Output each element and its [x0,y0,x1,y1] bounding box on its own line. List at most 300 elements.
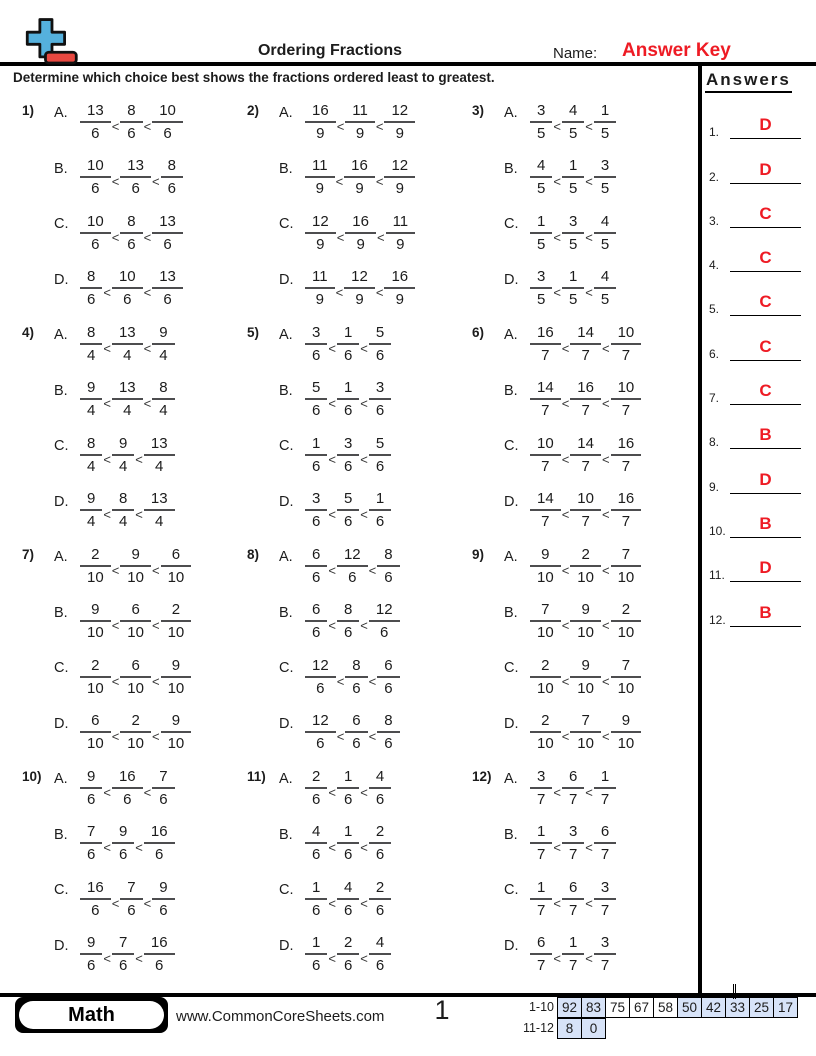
fraction-denominator: 4 [87,346,96,364]
fraction-denominator: 6 [131,180,140,197]
fraction [112,435,134,476]
choice-letter: C. [504,660,519,676]
fraction-numerator: 12 [305,712,336,733]
fraction-denominator: 7 [621,402,631,419]
fraction [562,268,584,309]
less-than-icon: < [103,951,111,966]
fraction-numerator: 10 [530,435,561,456]
answers-separator-line [698,66,702,993]
fraction [530,601,561,642]
fraction-numerator: 7 [80,823,102,844]
fraction-numerator: 4 [530,157,552,178]
question-block [22,766,247,988]
fraction-numerator: 10 [80,213,111,234]
less-than-icon: < [375,118,384,134]
fraction [305,768,327,809]
question-block [22,544,247,766]
choice-letter: C. [54,882,69,898]
less-than-icon: < [360,784,368,800]
fraction [384,268,415,309]
choice-letter: D. [54,493,69,510]
choice-list [279,322,472,544]
fraction-numerator: 13 [120,157,151,178]
choice-row [504,156,698,200]
fraction-numerator: 1 [530,213,552,234]
fraction-numerator: 3 [337,435,359,456]
fraction-denominator: 9 [395,124,404,142]
fraction [305,934,327,975]
fraction-denominator: 7 [600,846,610,863]
fraction-denominator: 4 [87,402,96,419]
less-than-icon: < [335,285,344,300]
fraction-denominator: 7 [568,901,578,919]
fraction-denominator: 10 [127,568,144,586]
fraction [594,823,616,864]
answer-value: D [759,558,772,578]
less-than-icon: < [111,229,120,245]
choice-letter: C. [279,216,294,232]
choice-row [504,489,698,533]
fraction-denominator: 6 [343,402,353,419]
answer-item [705,231,811,275]
fraction-numerator: 6 [377,657,399,678]
fraction-denominator: 6 [343,624,353,641]
page-number: 1 [434,995,450,1025]
fraction-numerator: 3 [594,934,616,955]
fraction-denominator: 6 [343,901,353,919]
less-than-icon: < [328,951,336,966]
answer-blank-line [730,227,801,228]
choice-letter: C. [279,882,294,898]
fraction [337,379,359,420]
fraction-denominator: 4 [87,513,96,530]
fraction-denominator: 10 [87,624,104,641]
fraction-numerator: 16 [570,379,601,400]
fraction [80,934,102,975]
choice-row [504,600,698,644]
fraction [337,546,368,587]
fraction [369,601,400,642]
less-than-icon: < [375,285,384,300]
less-than-icon: < [561,729,570,744]
fraction-denominator: 6 [384,568,393,586]
fraction-denominator: 6 [375,901,385,919]
fraction [530,879,552,920]
less-than-icon: < [111,562,120,578]
choice-row [504,100,698,144]
fraction-denominator: 10 [537,735,554,752]
fraction-numerator: 10 [80,157,111,178]
less-than-icon: < [111,895,120,911]
choice-letter: B. [279,826,293,843]
fraction-denominator: 6 [118,957,128,974]
answer-item [705,275,811,319]
fraction-numerator: 6 [345,712,367,733]
choice-letter: A. [54,771,68,787]
fraction [120,213,142,254]
fraction-denominator: 7 [600,957,610,974]
less-than-icon: < [143,285,152,300]
fraction-numerator: 10 [611,379,642,400]
fraction [562,879,584,920]
less-than-icon: < [553,895,561,911]
fraction [594,934,616,975]
fraction-numerator: 5 [369,435,391,456]
less-than-icon: < [561,562,570,578]
fraction-denominator: 6 [87,291,96,308]
fraction-numerator: 16 [611,435,642,456]
fraction-numerator: 9 [80,379,102,400]
fraction [80,657,111,698]
fraction-numerator: 2 [530,712,561,733]
answers-panel [705,70,811,627]
less-than-icon: < [561,340,570,356]
answers-title: Answers [705,70,792,93]
fraction-denominator: 6 [343,457,353,475]
fraction [345,712,367,753]
answer-number: 10. [709,523,726,538]
choice-row [54,211,247,255]
fraction [530,657,561,698]
choice-letter: C. [504,438,519,454]
fraction [530,768,552,809]
fraction-denominator: 5 [537,235,546,253]
fraction-numerator: 16 [344,157,375,178]
fraction [120,546,151,587]
choice-row [279,489,472,533]
minus-icon [45,52,76,63]
score-cell: 17 [773,997,798,1018]
name-value: Answer Key [622,40,731,61]
fraction [144,490,175,531]
fraction-numerator: 2 [611,601,642,622]
choice-row [504,211,698,255]
answer-number: 3. [709,213,720,228]
choice-letter: B. [279,604,293,621]
answer-item [705,187,811,231]
choice-list [54,100,247,322]
fraction-denominator: 9 [395,291,404,308]
less-than-icon: < [103,784,111,800]
choice-letter: D. [504,271,519,288]
fraction-numerator: 11 [305,268,335,289]
fraction-numerator: 9 [152,879,174,900]
score-row-label: 1-10 [528,1000,554,1014]
fraction-numerator: 13 [152,213,183,234]
fraction [611,435,642,476]
fraction-denominator: 6 [375,457,385,475]
fraction-numerator: 9 [161,657,192,678]
fraction [570,546,601,587]
fraction [369,934,391,975]
fraction [562,213,584,254]
fraction-numerator: 16 [144,823,175,844]
choice-letter: C. [279,438,294,454]
less-than-icon: < [328,396,336,411]
fraction-numerator: 8 [112,490,134,511]
fraction-denominator: 7 [537,957,546,974]
answer-number: 5. [709,302,720,317]
fraction-numerator: 1 [530,823,552,844]
fraction-denominator: 6 [127,901,136,919]
question-number: 6) [472,325,485,340]
choice-row [54,711,247,755]
score-cell: 67 [629,997,654,1018]
fraction [530,213,552,254]
fraction-numerator: 4 [369,768,391,789]
fraction-numerator: 7 [611,546,642,567]
question-number: 8) [247,547,260,562]
score-cell: 50 [677,997,702,1018]
choice-row [279,267,472,311]
fraction [570,601,601,642]
question-number: 1) [22,103,35,118]
fraction [345,657,367,698]
choice-row [54,544,247,588]
fraction [369,435,391,476]
less-than-icon: < [360,451,368,467]
fraction [161,546,192,587]
fraction-numerator: 3 [530,268,552,289]
fraction-denominator: 9 [315,180,324,197]
less-than-icon: < [585,951,593,966]
choice-row [279,766,472,810]
fraction-denominator: 10 [127,735,144,752]
fraction [562,768,584,809]
choice-letter: B. [504,160,518,177]
choice-row [504,655,698,699]
fraction-numerator: 9 [161,712,192,733]
fraction [144,823,175,864]
fraction-numerator: 7 [611,657,642,678]
fraction-numerator: 9 [112,435,134,456]
answer-item [705,319,811,363]
choice-row [54,267,247,311]
fraction [337,435,359,476]
question-block [472,322,698,544]
fraction-numerator: 7 [530,601,561,622]
fraction [570,379,601,420]
fraction [144,934,175,975]
fraction-numerator: 14 [570,435,601,456]
choice-letter: A. [54,327,68,343]
fraction-numerator: 3 [562,823,584,844]
fraction [161,657,192,698]
fraction [305,823,327,864]
less-than-icon: < [151,729,160,744]
fraction-numerator: 1 [305,879,327,900]
question-block [22,100,247,322]
less-than-icon: < [561,396,570,411]
fraction [80,546,111,587]
fraction-denominator: 6 [312,790,321,808]
fraction-numerator: 8 [345,657,367,678]
fraction-denominator: 6 [91,124,100,142]
fraction [305,102,336,143]
fraction-numerator: 9 [112,823,134,844]
fraction-numerator: 8 [120,102,142,123]
fraction-denominator: 10 [537,624,554,641]
fraction [611,601,642,642]
fraction [80,379,102,420]
fraction-denominator: 6 [343,957,353,974]
fraction-denominator: 10 [617,735,635,752]
question-number: 3) [472,103,485,118]
fraction-denominator: 7 [621,457,631,475]
fraction [337,934,359,975]
answer-value: D [759,159,772,179]
fraction [80,324,102,365]
fraction-denominator: 6 [312,346,321,364]
less-than-icon: < [553,840,561,855]
fraction [152,102,183,143]
fraction-numerator: 16 [144,934,175,955]
less-than-icon: < [103,285,111,300]
choice-letter: D. [279,937,294,954]
fraction [562,823,584,864]
less-than-icon: < [360,618,368,633]
fraction-denominator: 6 [316,735,325,752]
fraction-denominator: 10 [167,624,185,641]
question-number: 12) [472,769,492,784]
answer-blank-line [730,183,801,184]
less-than-icon: < [103,840,111,855]
fraction [80,157,111,198]
fraction-numerator: 7 [152,768,174,789]
fraction-denominator: 6 [343,346,353,364]
score-cell: 0 [581,1018,606,1039]
less-than-icon: < [553,118,561,134]
fraction [120,879,142,920]
choice-row [279,933,472,977]
question-number: 5) [247,325,260,340]
fraction-denominator: 5 [600,124,610,142]
fraction-numerator: 6 [80,712,111,733]
fraction [344,268,375,309]
fraction [594,157,616,198]
fraction-denominator: 6 [312,901,321,919]
fraction-numerator: 6 [305,601,327,622]
fraction [594,102,616,143]
answer-value: C [759,336,772,356]
fraction-numerator: 3 [369,379,391,400]
fraction [305,324,327,365]
fraction [562,102,584,143]
fraction-numerator: 1 [369,490,391,511]
fraction-numerator: 8 [80,324,102,345]
fraction-numerator: 12 [369,601,400,622]
fraction-denominator: 6 [343,790,353,808]
fraction-numerator: 2 [570,546,601,567]
answer-item [705,452,811,496]
fraction-numerator: 10 [570,490,601,511]
less-than-icon: < [553,174,561,189]
choice-letter: D. [54,715,69,732]
fraction-numerator: 1 [562,934,584,955]
less-than-icon: < [585,229,593,245]
answer-number: 9. [709,479,720,494]
less-than-icon: < [601,729,610,744]
fraction-denominator: 10 [537,568,554,586]
fraction [611,712,642,753]
fraction [337,324,359,365]
choice-row [279,655,472,699]
choice-row [54,877,247,921]
fraction [112,823,134,864]
fraction-numerator: 9 [530,546,561,567]
fraction [369,490,391,531]
choice-letter: B. [504,604,518,621]
fraction-denominator: 6 [375,790,385,808]
less-than-icon: < [601,396,610,411]
fraction [152,213,183,254]
less-than-icon: < [561,673,570,689]
fraction [530,102,552,143]
less-than-icon: < [328,618,336,633]
fraction-numerator: 8 [161,157,183,178]
fraction-numerator: 12 [384,157,415,178]
answer-item [705,364,811,408]
fraction [80,823,102,864]
fraction-denominator: 5 [568,291,578,308]
fraction-numerator: 1 [337,379,359,400]
fraction-numerator: 1 [594,102,616,123]
fraction [80,601,111,642]
fraction-denominator: 6 [163,235,172,253]
less-than-icon: < [601,451,610,467]
fraction [530,324,561,365]
fraction-numerator: 9 [611,712,642,733]
choice-letter: B. [279,382,293,399]
answer-blank-line [730,404,801,405]
less-than-icon: < [328,340,336,356]
fraction-denominator: 6 [127,124,136,142]
fraction [161,601,192,642]
fraction [337,768,359,809]
answer-blank-line [730,537,801,538]
less-than-icon: < [601,340,610,356]
fraction-denominator: 6 [375,513,385,530]
fraction-denominator: 6 [375,402,385,419]
fraction [152,268,183,309]
fraction-numerator: 1 [305,435,327,456]
fraction-numerator: 9 [80,934,102,955]
fraction-denominator: 7 [600,790,610,808]
score-table-divider-stub [733,984,736,999]
fraction-denominator: 10 [87,735,104,752]
fraction-denominator: 6 [167,180,176,197]
choice-letter: B. [54,604,68,621]
fraction-denominator: 10 [617,568,635,586]
answer-blank-line [730,626,801,627]
fraction [530,490,561,531]
less-than-icon: < [553,784,561,800]
fraction-denominator: 6 [375,846,385,863]
answer-number: 7. [709,391,720,406]
choice-row [279,822,472,866]
choice-letter: D. [504,937,519,954]
less-than-icon: < [328,507,336,522]
answer-value: C [759,203,772,223]
choice-row [279,433,472,477]
fraction [112,768,143,809]
fraction-denominator: 5 [600,180,610,197]
fraction-denominator: 10 [127,624,144,641]
fraction [562,157,584,198]
instruction-text: Determine which choice best shows the fractions ordered least to greatest. [13,70,495,85]
less-than-icon: < [601,618,610,633]
choice-letter: D. [279,271,294,288]
